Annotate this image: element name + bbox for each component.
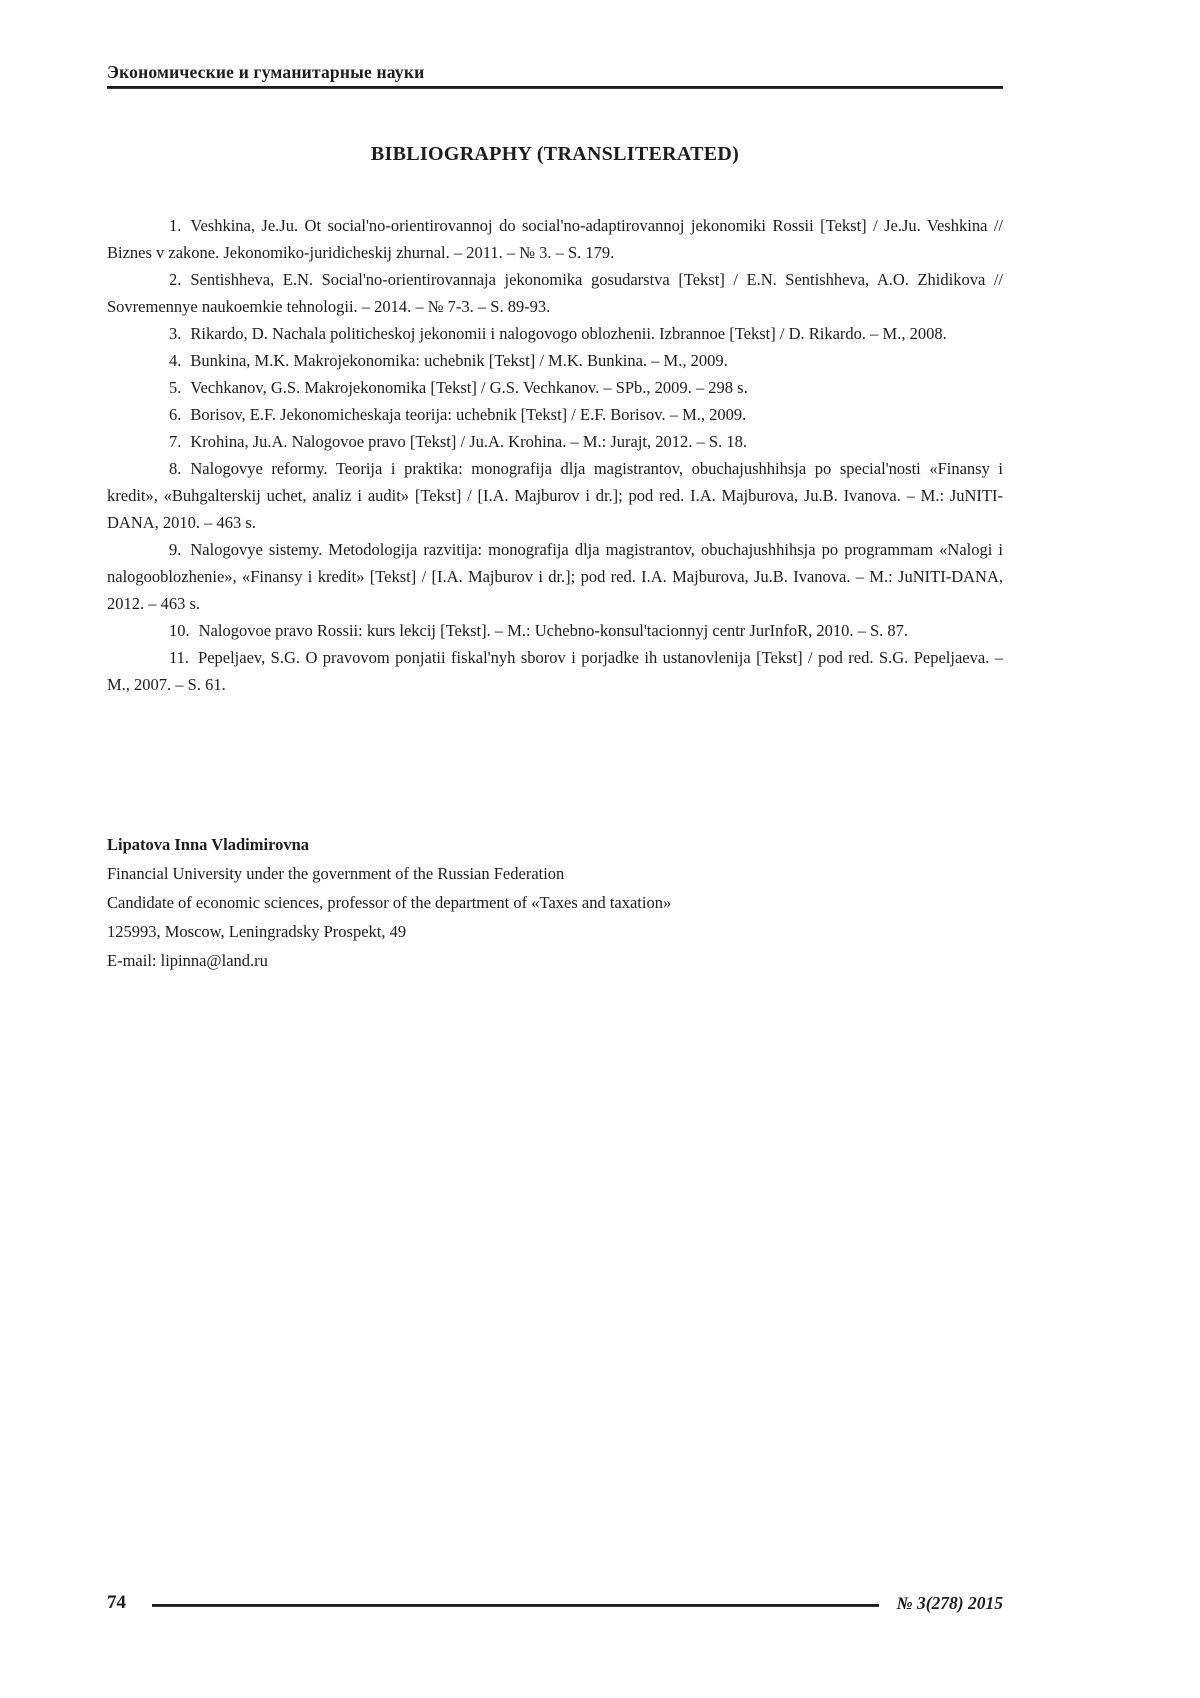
page-footer [107,1592,1003,1614]
bibliography-entry-number: 8. [169,459,182,478]
bibliography-entry-text: Pepeljaev, S.G. O pravovom ponjatii fiskal'nyh sborov i porjadke ih ustanovlenija [Tekst] / pod red. S.G. Pepeljaeva. – M., 2007. – S. 61. [107,648,1003,694]
bibliography-entry-text: Bunkina, M.K. Makrojekonomika: uchebnik [Tekst] / M.K. Bunkina. – M., 2009. [190,351,728,370]
running-head [107,62,1003,89]
bibliography-entry-text: Borisov, E.F. Jekonomicheskaja teorija: uchebnik [Tekst] / E.F. Borisov. – M., 2009. [190,405,747,424]
bibliography-entry [107,320,1003,347]
issue-label: № 3(278) 2015 [896,1592,1003,1613]
page-number: 74 [107,1592,126,1613]
author-affiliation: Financial University under the government of the Russian Federation [107,864,565,883]
bibliography-entry [107,428,1003,455]
bibliography-entry [107,644,1003,698]
footer-rule [152,1604,879,1607]
journal-title: Экономические и гуманитарные науки [107,62,425,82]
author-position: Candidate of economic sciences, professor of the department of «Taxes and taxation» [107,893,672,912]
author-email: E-mail: lipinna@land.ru [107,951,268,970]
bibliography-entry [107,347,1003,374]
bibliography-entry [107,536,1003,617]
bibliography-entry-number: 9. [169,540,182,559]
bibliography-entry-number: 10. [169,621,190,640]
bibliography-entry-text: Nalogovye reformy. Teorija i praktika: monografija dlja magistrantov, obuchajushhihsja po special'nosti «Finansy i kredit», «Buhgalterskij uchet, analiz i audit» [Tekst] / [I.A. Majburov i dr.]; pod red. I.A. Majburova, Ju.B. Ivanova. – M.: JuNITI-DANA, 2010. – 463 s. [107,459,1003,532]
bibliography-entry [107,401,1003,428]
page-title: BIBLIOGRAPHY (TRANSLITERATED) [370,143,740,165]
bibliography-entry-text: Vechkanov, G.S. Makrojekonomika [Tekst] / G.S. Vechkanov. – SPb., 2009. – 298 s. [190,378,748,397]
bibliography-entry [107,455,1003,536]
bibliography-entry-number: 2. [169,270,182,289]
bibliography-list [107,212,1003,698]
bibliography-entry-text: Krohina, Ju.A. Nalogovoe pravo [Tekst] / Ju.A. Krohina. – M.: Jurajt, 2012. – S. 18. [190,432,747,451]
bibliography-entry-number: 11. [169,648,190,667]
bibliography-entry-text: Sentishheva, E.N. Social'no-orientirovannaja jekonomika gosudarstva [Tekst] / E.N. Sentishheva, A.O. Zhidikova // Sovremennye naukoemkie tehnologii. – 2014. – № 7-3. – S. 89-93. [107,270,1003,316]
header-rule [107,86,1003,89]
bibliography-entry [107,374,1003,401]
author-name: Lipatova Inna Vladimirovna [107,835,310,854]
bibliography-entry-number: 7. [169,432,182,451]
bibliography-entry-number: 5. [169,378,182,397]
bibliography-entry [107,617,1003,644]
bibliography-entry-text: Rikardo, D. Nachala politicheskoj jekonomii i nalogovogo oblozhenii. Izbrannoe [Tekst] / D. Rikardo. – M., 2008. [190,324,947,343]
bibliography-entry [107,266,1003,320]
author-block [107,830,1003,975]
bibliography-entry-text: Nalogovoe pravo Rossii: kurs lekcij [Tekst]. – M.: Uchebno-konsul'tacionnyj centr JurInfoR, 2010. – S. 87. [198,621,909,640]
bibliography-entry-number: 4. [169,351,182,370]
bibliography-entry-text: Nalogovye sistemy. Metodologija razvitija: monografija dlja magistrantov, obuchajushhihsja po programmam «Nalogi i nalogooblozhenie», «Finansy i kredit» [Tekst] / [I.A. Majburov i dr.]; pod red. I.A. Majburova, Ju.B. Ivanova. – M.: JuNITI-DANA, 2012. – 463 s. [107,540,1003,613]
bibliography-entry-text: Veshkina, Je.Ju. Ot social'no-orientirovannoj do social'no-adaptirovannoj jekonomiki Rossii [Tekst] / Je.Ju. Veshkina // Biznes v zakone. Jekonomiko-juridicheskij zhurnal. – 2011. – № 3. – S. 179. [107,216,1003,262]
bibliography-entry-number: 3. [169,324,182,343]
bibliography-entry-number: 6. [169,405,182,424]
bibliography-entry [107,212,1003,266]
bibliography-entry-number: 1. [169,216,182,235]
author-address: 125993, Moscow, Leningradsky Prospekt, 49 [107,922,407,941]
